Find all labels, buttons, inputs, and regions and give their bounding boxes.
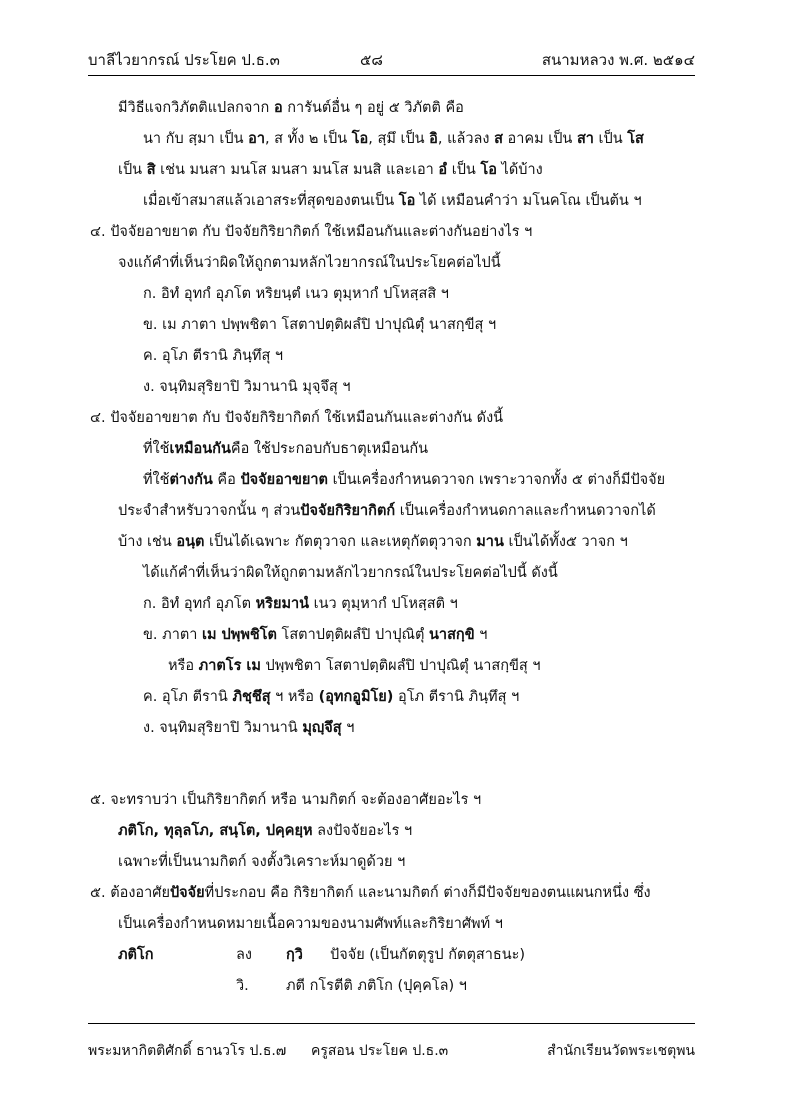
bold-term: เหมือนกัน bbox=[169, 441, 231, 457]
header-exam-year: สนามหลวง พ.ศ. ๒๕๑๔ bbox=[541, 51, 695, 69]
text-line: เป็นเครื่องกำหนดหมายเนื้อความของนามศัพท์และกิริยาศัพท์ ฯ bbox=[118, 916, 503, 932]
text-line: มีวิธีแจกวิภัตติแปลกจาก อ การันต์อื่น ๆ อยู่ ๕ วิภัตติ คือ bbox=[118, 100, 464, 116]
text-line: นา กับ สฺมา เป็น อา, ส ทั้ง ๒ เป็น โอ, สฺมึ เป็น อิ, แล้วลง ส อาคม เป็น สา เป็น โส bbox=[143, 131, 644, 147]
analysis-suffix: กฺวิ bbox=[286, 947, 303, 963]
list-item: หรือ ภาตโร เม ปพฺพชิตา โสตาปตฺติผลํปิ ปาปุณิตุํ นาสกฺขีสุ ฯ bbox=[168, 658, 541, 674]
bold-term: ต่างกัน bbox=[169, 472, 213, 488]
page-header bbox=[88, 48, 695, 74]
bold-term: โส bbox=[627, 131, 644, 147]
text-line: เป็น สิ เช่น มนสา มนโส มนสา มนโส มนสิ และเอา อํ เป็น โอ ได้บ้าง bbox=[118, 162, 543, 178]
analysis-vi-label: วิ. bbox=[236, 978, 249, 994]
question-line: ๕. จะทราบว่า เป็นกิริยากิตก์ หรือ นามกิตก์ จะต้องอาศัยอะไร ฯ bbox=[90, 792, 482, 808]
bold-term: ภิชฺชึสุ bbox=[232, 689, 271, 705]
list-item: ง. จนฺทิมสุริยาปิ วิมานานิ มุญฺจึสุ ฯ bbox=[143, 720, 355, 736]
header-book-title: บาลีไวยากรณ์ ประโยค ป.ธ.๓ bbox=[88, 51, 280, 69]
list-item: ข. เม ภาตา ปพฺพชิตา โสตาปตฺติผลํปิ ปาปุณิตุํ นาสกฺขีสุ ฯ bbox=[143, 317, 497, 333]
bold-term: อิ bbox=[429, 131, 438, 147]
bold-term: (อุทกอูมิโย) bbox=[318, 689, 394, 705]
bold-term: โอ bbox=[480, 162, 497, 178]
bold-term: ส bbox=[494, 131, 503, 147]
bold-term: อา bbox=[248, 131, 265, 147]
header-rule bbox=[88, 75, 695, 76]
analysis-vi-text: ภตี กโรตีติ ภติโก (ปุคฺคโล) ฯ bbox=[286, 978, 467, 994]
list-item: ค. อุโภ ตีรานิ ภินฺทึสุ ฯ bbox=[143, 348, 284, 364]
bold-term: ปัจจัย bbox=[169, 885, 205, 901]
text-line: ที่ใช้เหมือนกันคือ ใช้ประกอบกับธาตุเหมือนกัน bbox=[143, 441, 429, 457]
list-item: ก. อิทํ อุทกํ อุภโต หริยนฺตํ เนว ตุมฺหากํ ปโหสฺสสิ ฯ bbox=[143, 286, 449, 302]
bold-term: โอ bbox=[351, 131, 369, 147]
analysis-verb: ลง bbox=[236, 947, 252, 963]
answer-line: ๔. ปัจจัยอาขยาต กับ ปัจจัยกิริยากิตก์ ใช้เหมือนกันและต่างกัน ดังนี้ bbox=[90, 410, 504, 426]
bold-term: หริยมานํ bbox=[255, 596, 310, 612]
bold-term: อนฺต bbox=[176, 534, 205, 550]
list-item: ข. ภาตา เม ปพฺพชิโต โสตาปตฺติผลํปิ ปาปุณิตุํ นาสกฺขิ ฯ bbox=[143, 627, 488, 643]
page-footer bbox=[88, 1040, 695, 1064]
text-line: ที่ใช้ต่างกัน คือ ปัจจัยอาขยาต เป็นเครื่องกำหนดวาจก เพราะวาจกทั้ง ๕ ต่างก็มีปัจจัย bbox=[143, 472, 666, 488]
text-line: เฉพาะที่เป็นนามกิตก์ จงตั้งวิเคราะห์มาดูด้วย ฯ bbox=[118, 854, 406, 870]
page-number: ๕๘ bbox=[360, 51, 383, 69]
text-line: เมื่อเข้าสมาสแล้วเอาสระที่สุดของตนเป็น โอ ได้ เหมือนคำว่า มโนคโณ เป็นต้น ฯ bbox=[143, 193, 642, 209]
bold-term: ปัจจัยอาขยาต bbox=[240, 472, 328, 488]
list-item: ก. อิทํ อุทกํ อุภโต หริยมานํ เนว ตุมฺหากํ ปโหสฺสติ ฯ bbox=[143, 596, 458, 612]
bold-term: ปัจจัยกิริยากิตก์ bbox=[300, 503, 396, 519]
footer-course: ครูสอน ประโยค ป.ธ.๓ bbox=[311, 1043, 449, 1059]
bold-term: โอ bbox=[398, 193, 416, 209]
text-line: จงแก้คำที่เห็นว่าผิดให้ถูกตามหลักไวยากรณ์ในประโยคต่อไปนี้ bbox=[118, 255, 501, 271]
bold-term: นาสกฺขิ bbox=[429, 627, 475, 643]
bold-term: ภติโก, ทุลฺลโภ, สนฺโต, ปคฺคยฺห bbox=[118, 823, 313, 839]
list-item: ง. จนฺทิมสุริยาปิ วิมานานิ มุจฺจึสุ ฯ bbox=[143, 379, 351, 395]
analysis-suffix-note: ปัจจัย (เป็นกัตตุรูป กัตตุสาธนะ) bbox=[330, 947, 526, 963]
text-line: ภติโก, ทุลฺลโภ, สนฺโต, ปคฺคยฺห ลงปัจจัยอะไร ฯ bbox=[118, 823, 413, 839]
text-line: บ้าง เช่น อนฺต เป็นได้เฉพาะ กัตตุวาจก และเหตุกัตตุวาจก มาน เป็นได้ทั้ง๕ วาจก ฯ bbox=[118, 534, 628, 550]
text-line: ได้แก้คำที่เห็นว่าผิดให้ถูกตามหลักไวยากรณ์ในประโยคต่อไปนี้ ดังนี้ bbox=[143, 565, 558, 581]
text-line: ประจำสำหรับวาจกนั้น ๆ ส่วนปัจจัยกิริยากิตก์ เป็นเครื่องกำหนดกาลและกำหนดวาจกได้ bbox=[118, 503, 656, 519]
bold-term: สิ bbox=[146, 162, 156, 178]
bold-term: ภาตโร เม bbox=[198, 658, 261, 674]
bold-term: อํ bbox=[438, 162, 448, 178]
footer-rule bbox=[88, 1023, 695, 1024]
analysis-word: ภติโก bbox=[118, 947, 154, 963]
bold-term: มุญฺจึสุ bbox=[302, 720, 342, 736]
list-item: ค. อุโภ ตีรานิ ภิชฺชึสุ ฯ หรือ (อุทกอูมิโย) อุโภ ตีรานิ ภินฺทึสุ ฯ bbox=[143, 689, 520, 705]
bold-term: สา bbox=[576, 131, 594, 147]
footer-institution: สำนักเรียนวัดพระเชตุพน bbox=[547, 1043, 695, 1059]
bold-term: อ bbox=[273, 100, 283, 116]
answer-line: ๕. ต้องอาศัยปัจจัยที่ประกอบ คือ กิริยากิตก์ และนามกิตก์ ต่างก็มีปัจจัยของตนแผนกหนึ่ง ซึ่ง bbox=[90, 885, 651, 901]
bold-term: มาน bbox=[476, 534, 504, 550]
bold-term: เม ปพฺพชิโต bbox=[202, 627, 277, 643]
question-line: ๔. ปัจจัยอาขยาต กับ ปัจจัยกิริยากิตก์ ใช้เหมือนกันและต่างกันอย่างไร ฯ bbox=[90, 224, 533, 240]
footer-author: พระมหากิตติศักดิ์ ธานวโร ป.ธ.๗ bbox=[88, 1043, 287, 1059]
